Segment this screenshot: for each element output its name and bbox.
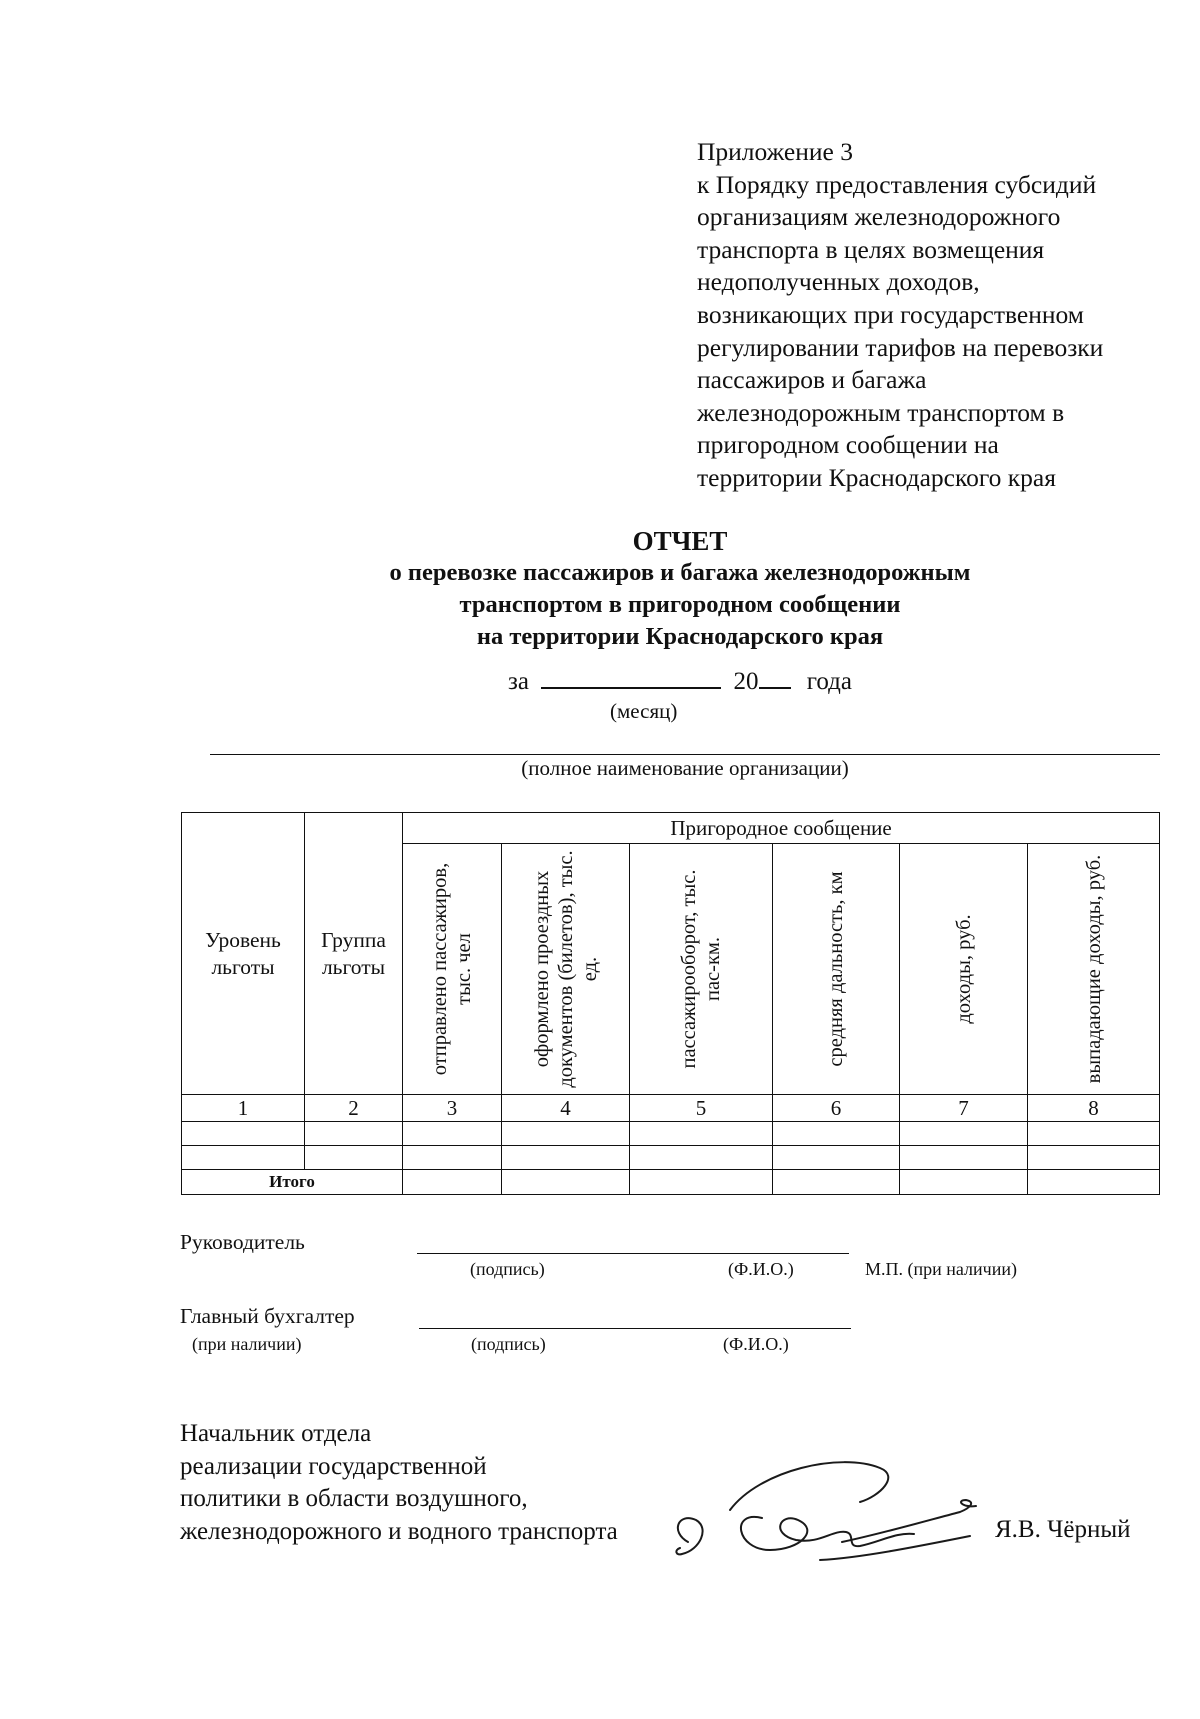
table-cell[interactable]	[900, 1146, 1028, 1170]
signatory-position-line: политики в области воздушного,	[180, 1485, 528, 1512]
column-number: 5	[630, 1095, 773, 1122]
appendix-line: пассажиров и багажа	[697, 365, 927, 395]
table-cell[interactable]	[403, 1146, 502, 1170]
appendix-line: к Порядку предоставления субсидий	[697, 169, 1097, 199]
report-title-block	[200, 525, 1160, 653]
table-cell[interactable]	[403, 1170, 502, 1195]
header-benefit-group: Группа льготы	[305, 813, 403, 1095]
year-blank-field[interactable]	[759, 665, 791, 689]
total-label: Итого	[182, 1170, 403, 1195]
stamp-caption: М.П. (при наличии)	[865, 1259, 1017, 1279]
table-cell[interactable]	[182, 1122, 305, 1146]
table-cell[interactable]	[1028, 1170, 1160, 1195]
table-cell[interactable]	[773, 1122, 900, 1146]
report-table	[181, 812, 1159, 1195]
report-period-line	[200, 665, 1160, 698]
column-number-row	[182, 1095, 1160, 1122]
header-suburban-service: Пригородное сообщение	[403, 813, 1160, 844]
head-label: Руководитель	[180, 1230, 305, 1254]
signatory-position-line: железнодорожного и водного транспорта	[180, 1517, 618, 1545]
table-cell[interactable]	[1028, 1146, 1160, 1170]
period-prefix: за	[508, 668, 529, 695]
column-number: 4	[502, 1095, 630, 1122]
header-passenger-turnover-label: пассажирооборот, тыс. пас-км.	[678, 869, 724, 1069]
table-cell[interactable]	[773, 1146, 900, 1170]
header-average-distance-label: средняя дальность, км	[825, 871, 847, 1067]
table-cell[interactable]	[502, 1146, 630, 1170]
table-row	[182, 1122, 1160, 1146]
table-cell[interactable]	[630, 1122, 773, 1146]
month-blank-field[interactable]	[541, 665, 721, 689]
column-number: 1	[182, 1095, 305, 1122]
signatory-name: Я.В. Чёрный	[995, 1516, 1131, 1543]
chief-accountant-label: Главный бухгалтер	[180, 1304, 355, 1328]
table-cell[interactable]	[403, 1122, 502, 1146]
appendix-line: территории Краснодарского края	[697, 462, 1056, 492]
table-cell[interactable]	[502, 1122, 630, 1146]
appendix-line: железнодорожным транспортом в	[697, 397, 1065, 427]
header-lost-revenue-label: выпадающие доходы, руб.	[1082, 854, 1105, 1084]
name-caption: (Ф.И.О.)	[723, 1334, 789, 1354]
table-cell[interactable]	[630, 1170, 773, 1195]
column-number: 8	[1028, 1095, 1160, 1122]
table-cell[interactable]	[900, 1122, 1028, 1146]
header-tickets-issued-label: оформлено проездных документов (билетов), тыс. ед.	[530, 850, 601, 1088]
column-number: 7	[900, 1095, 1028, 1122]
handwritten-signature	[670, 1450, 1050, 1570]
header-benefit-level: Уровень льготы	[182, 813, 305, 1095]
table-cell[interactable]	[502, 1170, 630, 1195]
organization-caption: (полное наименование организации)	[521, 756, 849, 780]
signature-caption: (подпись)	[470, 1259, 545, 1279]
column-number: 6	[773, 1095, 900, 1122]
signatory-position	[180, 1418, 618, 1548]
appendix-line: транспорта в целях возмещения	[697, 234, 1045, 264]
table-cell[interactable]	[630, 1146, 773, 1170]
appendix-line: регулировании тарифов на перевозки	[697, 332, 1104, 362]
table-cell[interactable]	[305, 1122, 403, 1146]
header-revenue-label: доходы, руб.	[952, 914, 975, 1024]
head-signature-line[interactable]	[417, 1253, 849, 1254]
header-tickets-issued	[502, 844, 630, 1095]
report-subtitle-line: транспортом в пригородном сообщении	[459, 591, 901, 618]
header-lost-revenue	[1028, 844, 1160, 1095]
year-suffix: года	[806, 668, 852, 695]
name-caption: (Ф.И.О.)	[728, 1259, 794, 1279]
appendix-line: пригородном сообщении на	[697, 430, 999, 460]
month-caption: (месяц)	[610, 699, 678, 723]
report-title: ОТЧЕТ	[632, 526, 728, 556]
column-number: 3	[403, 1095, 502, 1122]
appendix-line: возникающих при государственном	[697, 299, 1084, 329]
header-passengers-sent	[403, 844, 502, 1095]
report-subtitle-line: о перевозке пассажиров и багажа железнодорожным	[389, 559, 971, 586]
table-cell[interactable]	[773, 1170, 900, 1195]
header-average-distance	[773, 844, 900, 1095]
table-cell[interactable]	[1028, 1122, 1160, 1146]
organization-name-field[interactable]	[210, 754, 1160, 755]
year-prefix: 20	[733, 668, 759, 695]
header-revenue	[900, 844, 1028, 1095]
report-subtitle-line: на территории Краснодарского края	[476, 623, 884, 650]
header-passenger-turnover	[630, 844, 773, 1095]
total-row	[182, 1170, 1160, 1195]
appendix-block	[697, 136, 1167, 495]
table-row	[182, 1146, 1160, 1170]
chief-accountant-note: (при наличии)	[192, 1334, 302, 1354]
appendix-line: Приложение 3	[697, 137, 853, 166]
chief-accountant-signature-line[interactable]	[419, 1328, 851, 1329]
appendix-line: организациям железнодорожного	[697, 202, 1061, 232]
column-number: 2	[305, 1095, 403, 1122]
appendix-line: недополученных доходов,	[697, 267, 980, 297]
header-passengers-sent-label: отправлено пассажиров, тыс. чел	[429, 862, 475, 1076]
signatory-position-line: Начальник отдела	[180, 1420, 372, 1447]
signatory-position-line: реализации государственной	[180, 1452, 487, 1480]
table-cell[interactable]	[305, 1146, 403, 1170]
signature-caption: (подпись)	[471, 1334, 546, 1354]
table-cell[interactable]	[900, 1170, 1028, 1195]
table-cell[interactable]	[182, 1146, 305, 1170]
